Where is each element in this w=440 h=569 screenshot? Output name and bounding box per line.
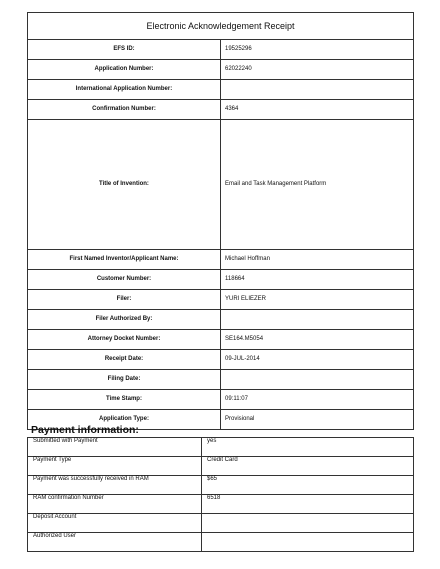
title-of-invention-label: Title of Invention: [28,120,221,250]
table-row [28,270,414,290]
title-of-invention-value: Email and Task Management Platform [221,120,414,250]
payment-received-label: Payment was successfully received in RAM [28,476,202,495]
submitted-with-payment-value: yes [202,438,414,457]
ram-confirmation-number-label: RAM confirmation Number [28,495,202,514]
international-application-number-value [221,80,414,100]
table-row [28,290,414,310]
application-number-label: Application Number: [28,60,221,80]
payment-type-label: Payment Type [28,457,202,476]
filer-authorized-by-label: Filer Authorized By: [28,310,221,330]
customer-number-value: 118664 [221,270,414,290]
authorized-user-value [202,533,414,552]
table-row [28,495,414,514]
table-row [28,476,414,495]
filing-date-label: Filing Date: [28,370,221,390]
table-row [28,390,414,410]
table-row [28,533,414,552]
authorized-user-label: Authorized User [28,533,202,552]
filer-authorized-by-value [221,310,414,330]
attorney-docket-number-value: SE164.M5054 [221,330,414,350]
international-application-number-label: International Application Number: [28,80,221,100]
ram-confirmation-number-value: 6518 [202,495,414,514]
efs-id-label: EFS ID: [28,40,221,60]
table-row [28,310,414,330]
table-row [28,370,414,390]
confirmation-number-label: Confirmation Number: [28,100,221,120]
time-stamp-label: Time Stamp: [28,390,221,410]
filer-value: YURI ELIEZER [221,290,414,310]
table-row [28,250,414,270]
table-row [28,120,414,250]
application-type-label: Application Type: [28,410,221,430]
submitted-with-payment-label: Submitted with Payment [28,438,202,457]
table-row [28,80,414,100]
filer-label: Filer: [28,290,221,310]
table-row [28,330,414,350]
receipt-title: Electronic Acknowledgement Receipt [28,13,414,40]
table-row [28,438,414,457]
first-named-inventor-label: First Named Inventor/Applicant Name: [28,250,221,270]
deposit-account-label: Deposit Account [28,514,202,533]
efs-id-value: 19525296 [221,40,414,60]
application-type-value: Provisional [221,410,414,430]
receipt-date-value: 09-JUL-2014 [221,350,414,370]
table-row [28,350,414,370]
table-row [28,40,414,60]
payment-received-value: $65 [202,476,414,495]
first-named-inventor-value: Michael Hoffman [221,250,414,270]
time-stamp-value: 09:11:07 [221,390,414,410]
attorney-docket-number-label: Attorney Docket Number: [28,330,221,350]
table-row [28,514,414,533]
receipt-title-row [28,13,414,40]
payment-table [27,437,414,552]
payment-type-value: Credit Card [202,457,414,476]
confirmation-number-value: 4364 [221,100,414,120]
receipt-table [27,12,414,430]
customer-number-label: Customer Number: [28,270,221,290]
application-number-value: 62022240 [221,60,414,80]
receipt-date-label: Receipt Date: [28,350,221,370]
deposit-account-value [202,514,414,533]
filing-date-value [221,370,414,390]
payment-information-heading: Payment information: [31,424,139,436]
table-row [28,60,414,80]
table-row [28,100,414,120]
table-row [28,457,414,476]
